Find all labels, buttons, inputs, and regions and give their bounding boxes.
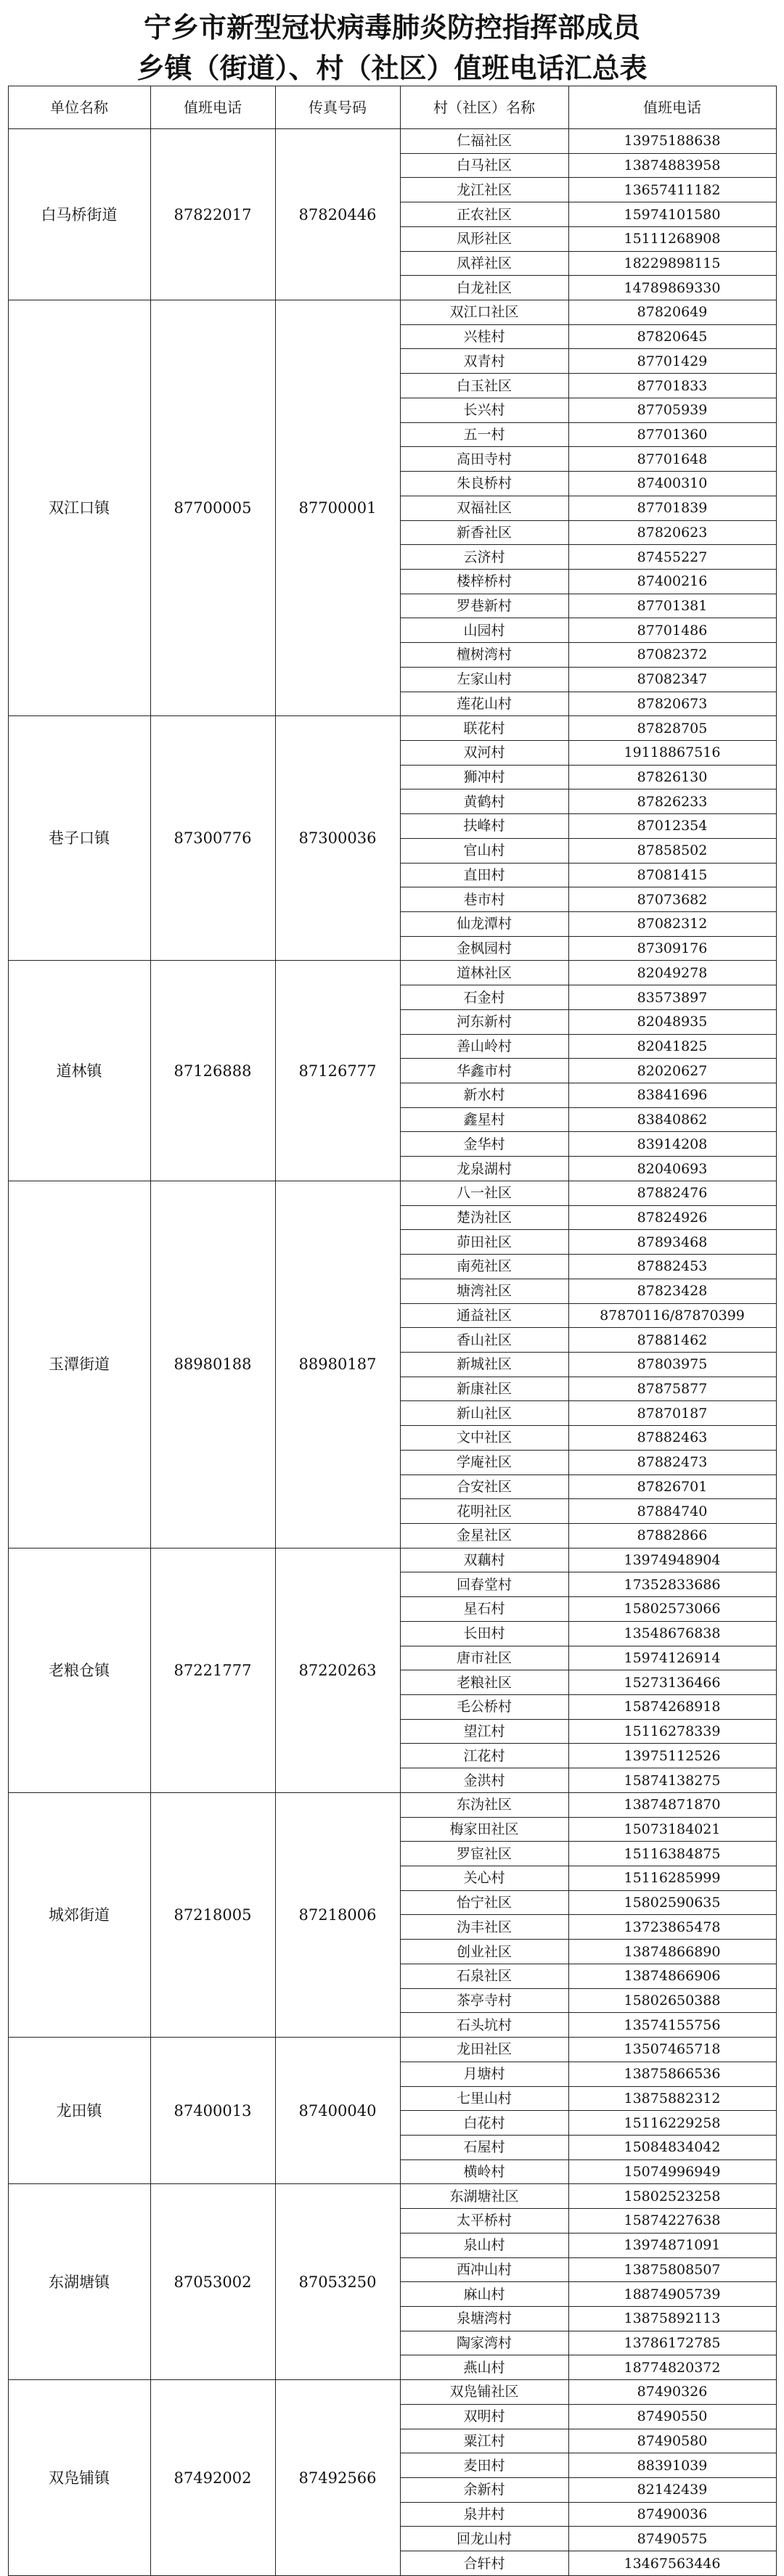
unit-name-cell: 白马桥街道 <box>8 129 150 300</box>
village-phone-cell: 13974871091 <box>568 2233 776 2257</box>
village-name-cell: 石屋村 <box>400 2135 568 2159</box>
village-name-cell: 双河村 <box>400 740 568 765</box>
unit-fax-cell: 88980187 <box>275 1181 400 1548</box>
village-name-cell: 南苑社区 <box>400 1255 568 1279</box>
village-phone-cell: 18774820372 <box>568 2355 776 2380</box>
unit-name-cell: 道林镇 <box>8 961 150 1181</box>
header-fax: 传真号码 <box>275 86 400 129</box>
village-name-cell: 横岭村 <box>400 2159 568 2184</box>
village-phone-cell: 87820623 <box>568 520 776 545</box>
village-phone-cell: 87400310 <box>568 472 776 496</box>
village-phone-cell: 15074996949 <box>568 2159 776 2184</box>
village-name-cell: 长田村 <box>400 1621 568 1646</box>
table-row <box>8 961 776 985</box>
village-name-cell: 石头坑村 <box>400 2013 568 2038</box>
village-name-cell: 罗宦社区 <box>400 1842 568 1866</box>
village-name-cell: 合轩村 <box>400 2551 568 2576</box>
header-village: 村（社区）名称 <box>400 86 568 129</box>
village-name-cell: 文中社区 <box>400 1426 568 1451</box>
village-phone-cell: 87824926 <box>568 1205 776 1230</box>
village-phone-cell: 87826130 <box>568 765 776 789</box>
village-phone-cell: 13874866890 <box>568 1940 776 1964</box>
duty-phone-table <box>8 86 777 2576</box>
village-name-cell: 西冲山村 <box>400 2257 568 2282</box>
village-name-cell: 河东新村 <box>400 1009 568 1034</box>
village-phone-cell: 15874227638 <box>568 2209 776 2234</box>
unit-duty-phone-cell: 87822017 <box>150 129 275 300</box>
header-unit: 单位名称 <box>8 86 150 129</box>
village-phone-cell: 13874866906 <box>568 1964 776 1988</box>
village-phone-cell: 87882473 <box>568 1450 776 1474</box>
unit-name-cell: 城郊街道 <box>8 1792 150 2037</box>
table-row <box>8 300 776 325</box>
village-phone-cell: 13574155756 <box>568 2013 776 2038</box>
village-name-cell: 莲花山村 <box>400 692 568 716</box>
village-name-cell: 合安社区 <box>400 1474 568 1499</box>
village-phone-cell: 87820645 <box>568 324 776 349</box>
village-name-cell: 仙龙潭村 <box>400 912 568 937</box>
village-name-cell: 华鑫市村 <box>400 1059 568 1083</box>
village-name-cell: 双青村 <box>400 349 568 374</box>
village-name-cell: 新香社区 <box>400 520 568 545</box>
village-name-cell: 石泉社区 <box>400 1964 568 1988</box>
village-phone-cell: 15116384875 <box>568 1842 776 1866</box>
unit-name-cell: 东湖塘镇 <box>8 2184 150 2380</box>
village-phone-cell: 15802650388 <box>568 1988 776 2013</box>
village-name-cell: 山园村 <box>400 618 568 643</box>
village-phone-cell: 87826701 <box>568 1474 776 1499</box>
village-name-cell: 香山社区 <box>400 1328 568 1353</box>
village-phone-cell: 15116278339 <box>568 1719 776 1744</box>
header-village-phone: 值班电话 <box>568 86 776 129</box>
village-phone-cell: 87081415 <box>568 863 776 887</box>
village-phone-cell: 87701833 <box>568 374 776 398</box>
village-phone-cell: 82020627 <box>568 1059 776 1083</box>
unit-fax-cell: 87492566 <box>275 2380 400 2576</box>
village-phone-cell: 87701839 <box>568 496 776 520</box>
village-phone-cell: 87882476 <box>568 1181 776 1205</box>
village-phone-cell: 19118867516 <box>568 740 776 765</box>
village-phone-cell: 15974101580 <box>568 202 776 227</box>
village-name-cell: 星石村 <box>400 1597 568 1622</box>
village-phone-cell: 87701360 <box>568 422 776 447</box>
village-name-cell: 白马社区 <box>400 153 568 178</box>
village-phone-cell: 87882453 <box>568 1255 776 1279</box>
village-name-cell: 金枫园村 <box>400 936 568 961</box>
village-phone-cell: 87490580 <box>568 2429 776 2453</box>
table-row <box>8 1792 776 1817</box>
village-phone-cell: 13875866536 <box>568 2062 776 2086</box>
village-phone-cell: 87893468 <box>568 1230 776 1255</box>
village-phone-cell: 87082312 <box>568 912 776 937</box>
village-name-cell: 七里山村 <box>400 2086 568 2111</box>
village-name-cell: 双福社区 <box>400 496 568 520</box>
village-phone-cell: 87870187 <box>568 1401 776 1426</box>
village-phone-cell: 83841696 <box>568 1083 776 1108</box>
header-row <box>8 86 776 129</box>
unit-name-cell: 龙田镇 <box>8 2038 150 2184</box>
village-phone-cell: 87858502 <box>568 838 776 863</box>
unit-name-cell: 老粮仓镇 <box>8 1548 150 1792</box>
village-name-cell: 仁福社区 <box>400 129 568 154</box>
village-phone-cell: 87701648 <box>568 447 776 472</box>
village-phone-cell: 87701381 <box>568 594 776 618</box>
village-name-cell: 花明社区 <box>400 1499 568 1524</box>
village-phone-cell: 15073184021 <box>568 1817 776 1842</box>
village-phone-cell: 87701429 <box>568 349 776 374</box>
village-name-cell: 回龙山村 <box>400 2527 568 2551</box>
village-name-cell: 五一村 <box>400 422 568 447</box>
village-name-cell: 扶峰村 <box>400 814 568 839</box>
village-phone-cell: 82142439 <box>568 2478 776 2503</box>
village-phone-cell: 87881462 <box>568 1328 776 1353</box>
village-name-cell: 联花村 <box>400 716 568 741</box>
village-phone-cell: 88391039 <box>568 2453 776 2478</box>
village-phone-cell: 82048935 <box>568 1009 776 1034</box>
village-phone-cell: 83573897 <box>568 985 776 1010</box>
village-phone-cell: 83914208 <box>568 1132 776 1157</box>
village-phone-cell: 13975112526 <box>568 1744 776 1768</box>
unit-duty-phone-cell: 87492002 <box>150 2380 275 2576</box>
village-phone-cell: 87705939 <box>568 398 776 422</box>
unit-fax-cell: 87700001 <box>275 300 400 716</box>
unit-name-cell: 双凫铺镇 <box>8 2380 150 2576</box>
village-phone-cell: 87455227 <box>568 545 776 570</box>
village-phone-cell: 15802523258 <box>568 2184 776 2209</box>
village-name-cell: 老粮社区 <box>400 1670 568 1695</box>
village-name-cell: 燕山村 <box>400 2355 568 2380</box>
village-name-cell: 长兴村 <box>400 398 568 422</box>
village-name-cell: 巷市村 <box>400 887 568 912</box>
village-name-cell: 左家山村 <box>400 667 568 692</box>
village-name-cell: 太平桥村 <box>400 2209 568 2234</box>
village-phone-cell: 87803975 <box>568 1352 776 1377</box>
village-name-cell: 高田寺村 <box>400 447 568 472</box>
village-name-cell: 楚沩社区 <box>400 1205 568 1230</box>
village-name-cell: 双明村 <box>400 2404 568 2429</box>
village-name-cell: 关心村 <box>400 1866 568 1891</box>
village-phone-cell: 13548676838 <box>568 1621 776 1646</box>
village-phone-cell: 13874883958 <box>568 153 776 178</box>
village-phone-cell: 87490550 <box>568 2404 776 2429</box>
village-phone-cell: 87490575 <box>568 2527 776 2551</box>
unit-duty-phone-cell: 87400013 <box>150 2038 275 2184</box>
table-row <box>8 2380 776 2405</box>
unit-duty-phone-cell: 87053002 <box>150 2184 275 2380</box>
village-phone-cell: 87826233 <box>568 789 776 814</box>
unit-duty-phone-cell: 87221777 <box>150 1548 275 1792</box>
village-name-cell: 云济村 <box>400 545 568 570</box>
village-phone-cell: 13507465718 <box>568 2038 776 2062</box>
village-name-cell: 泉塘湾村 <box>400 2306 568 2331</box>
unit-duty-phone-cell: 87700005 <box>150 300 275 716</box>
village-phone-cell: 82049278 <box>568 961 776 985</box>
village-name-cell: 龙江社区 <box>400 178 568 202</box>
village-phone-cell: 18229898115 <box>568 251 776 276</box>
village-phone-cell: 13875892113 <box>568 2306 776 2331</box>
unit-fax-cell: 87126777 <box>275 961 400 1181</box>
village-name-cell: 余新村 <box>400 2478 568 2503</box>
village-phone-cell: 15802590635 <box>568 1890 776 1915</box>
village-name-cell: 毛公桥村 <box>400 1695 568 1720</box>
unit-fax-cell: 87053250 <box>275 2184 400 2380</box>
village-name-cell: 塘湾社区 <box>400 1279 568 1303</box>
village-name-cell: 金华村 <box>400 1132 568 1157</box>
village-phone-cell: 87820673 <box>568 692 776 716</box>
village-phone-cell: 15874138275 <box>568 1768 776 1793</box>
village-name-cell: 学庵社区 <box>400 1450 568 1474</box>
village-name-cell: 新城社区 <box>400 1352 568 1377</box>
village-name-cell: 正农社区 <box>400 202 568 227</box>
village-phone-cell: 87884740 <box>568 1499 776 1524</box>
village-phone-cell: 13786172785 <box>568 2331 776 2355</box>
village-phone-cell: 87820649 <box>568 300 776 325</box>
village-phone-cell: 13874871870 <box>568 1792 776 1817</box>
village-name-cell: 八一社区 <box>400 1181 568 1205</box>
village-name-cell: 江花村 <box>400 1744 568 1768</box>
village-phone-cell: 87875877 <box>568 1377 776 1401</box>
village-phone-cell: 15111268908 <box>568 226 776 251</box>
village-phone-cell: 15974126914 <box>568 1646 776 1670</box>
unit-name-cell: 玉潭街道 <box>8 1181 150 1548</box>
village-phone-cell: 87082372 <box>568 643 776 668</box>
village-name-cell: 双藕村 <box>400 1548 568 1572</box>
village-phone-cell: 15802573066 <box>568 1597 776 1622</box>
village-name-cell: 陶家湾村 <box>400 2331 568 2355</box>
unit-duty-phone-cell: 88980188 <box>150 1181 275 1548</box>
unit-fax-cell: 87220263 <box>275 1548 400 1792</box>
village-name-cell: 麻山村 <box>400 2282 568 2307</box>
village-phone-cell: 87870116/87870399 <box>568 1303 776 1328</box>
village-name-cell: 月塘村 <box>400 2062 568 2086</box>
table-row <box>8 716 776 741</box>
village-name-cell: 梅家田社区 <box>400 1817 568 1842</box>
village-phone-cell: 87701486 <box>568 618 776 643</box>
village-phone-cell: 17352833686 <box>568 1572 776 1597</box>
village-name-cell: 龙田社区 <box>400 2038 568 2062</box>
table-row <box>8 2038 776 2062</box>
village-name-cell: 白花村 <box>400 2111 568 2136</box>
unit-fax-cell: 87820446 <box>275 129 400 300</box>
table-row <box>8 1548 776 1572</box>
village-name-cell: 新山社区 <box>400 1401 568 1426</box>
village-name-cell: 金洪村 <box>400 1768 568 1793</box>
village-phone-cell: 13467563446 <box>568 2551 776 2576</box>
village-name-cell: 回春堂村 <box>400 1572 568 1597</box>
village-phone-cell: 82041825 <box>568 1034 776 1059</box>
unit-name-cell: 巷子口镇 <box>8 716 150 961</box>
village-name-cell: 创业社区 <box>400 1940 568 1964</box>
village-name-cell: 善山岭村 <box>400 1034 568 1059</box>
village-phone-cell: 87073682 <box>568 887 776 912</box>
village-name-cell: 望江村 <box>400 1719 568 1744</box>
village-name-cell: 朱良桥村 <box>400 472 568 496</box>
village-phone-cell: 14789869330 <box>568 276 776 300</box>
village-name-cell: 龙泉湖村 <box>400 1157 568 1181</box>
village-name-cell: 双凫铺社区 <box>400 2380 568 2405</box>
village-phone-cell: 82040693 <box>568 1157 776 1181</box>
village-name-cell: 东沩社区 <box>400 1792 568 1817</box>
document-title <box>7 0 777 86</box>
village-name-cell: 唐市社区 <box>400 1646 568 1670</box>
village-name-cell: 楼梓桥村 <box>400 569 568 594</box>
table-row <box>8 129 776 154</box>
village-name-cell: 兴桂村 <box>400 324 568 349</box>
village-name-cell: 凤祥社区 <box>400 251 568 276</box>
village-phone-cell: 13875882312 <box>568 2086 776 2111</box>
village-name-cell: 麦田村 <box>400 2453 568 2478</box>
village-name-cell: 茶亭寺村 <box>400 1988 568 2013</box>
village-phone-cell: 13657411182 <box>568 178 776 202</box>
village-phone-cell: 87882463 <box>568 1426 776 1451</box>
village-name-cell: 檀树湾村 <box>400 643 568 668</box>
unit-fax-cell: 87300036 <box>275 716 400 961</box>
village-name-cell: 东湖塘社区 <box>400 2184 568 2209</box>
village-name-cell: 石金村 <box>400 985 568 1010</box>
unit-duty-phone-cell: 87218005 <box>150 1792 275 2037</box>
title-line-2: 乡镇（街道）、村（社区）值班电话汇总表 <box>136 52 648 84</box>
village-phone-cell: 87490326 <box>568 2380 776 2405</box>
village-phone-cell: 87309176 <box>568 936 776 961</box>
unit-duty-phone-cell: 87126888 <box>150 961 275 1181</box>
village-name-cell: 直田村 <box>400 863 568 887</box>
unit-fax-cell: 87400040 <box>275 2038 400 2184</box>
village-phone-cell: 15116229258 <box>568 2111 776 2136</box>
village-phone-cell: 15084834042 <box>568 2135 776 2159</box>
village-name-cell: 白龙社区 <box>400 276 568 300</box>
village-phone-cell: 13875808507 <box>568 2257 776 2282</box>
village-phone-cell: 13974948904 <box>568 1548 776 1572</box>
header-duty-phone: 值班电话 <box>150 86 275 129</box>
village-name-cell: 新康社区 <box>400 1377 568 1401</box>
village-name-cell: 泉山村 <box>400 2233 568 2257</box>
village-phone-cell: 18874905739 <box>568 2282 776 2307</box>
village-name-cell: 凤形社区 <box>400 226 568 251</box>
village-phone-cell: 87490036 <box>568 2502 776 2527</box>
village-phone-cell: 87823428 <box>568 1279 776 1303</box>
village-name-cell: 沩丰社区 <box>400 1915 568 1940</box>
village-phone-cell: 13975188638 <box>568 129 776 154</box>
unit-duty-phone-cell: 87300776 <box>150 716 275 961</box>
village-name-cell: 金星社区 <box>400 1523 568 1548</box>
village-phone-cell: 83840862 <box>568 1107 776 1132</box>
village-name-cell: 通益社区 <box>400 1303 568 1328</box>
village-name-cell: 粟江村 <box>400 2429 568 2453</box>
village-phone-cell: 15116285999 <box>568 1866 776 1891</box>
village-name-cell: 茆田社区 <box>400 1230 568 1255</box>
title-line-1: 宁乡市新型冠状病毒肺炎防控指挥部成员 <box>143 11 640 44</box>
village-phone-cell: 87882866 <box>568 1523 776 1548</box>
village-phone-cell: 13723865478 <box>568 1915 776 1940</box>
village-name-cell: 怡宁社区 <box>400 1890 568 1915</box>
unit-name-cell: 双江口镇 <box>8 300 150 716</box>
village-phone-cell: 87082347 <box>568 667 776 692</box>
village-name-cell: 道林社区 <box>400 961 568 985</box>
unit-fax-cell: 87218006 <box>275 1792 400 2037</box>
village-phone-cell: 87828705 <box>568 716 776 741</box>
village-phone-cell: 87012354 <box>568 814 776 839</box>
village-phone-cell: 15874268918 <box>568 1695 776 1720</box>
village-name-cell: 狮冲村 <box>400 765 568 789</box>
village-name-cell: 白玉社区 <box>400 374 568 398</box>
village-name-cell: 新水村 <box>400 1083 568 1108</box>
table-body <box>8 129 776 2576</box>
village-name-cell: 官山村 <box>400 838 568 863</box>
village-phone-cell: 15273136466 <box>568 1670 776 1695</box>
village-name-cell: 双江口社区 <box>400 300 568 325</box>
village-name-cell: 鑫星村 <box>400 1107 568 1132</box>
table-row <box>8 2184 776 2209</box>
village-name-cell: 泉井村 <box>400 2502 568 2527</box>
village-name-cell: 罗巷新村 <box>400 594 568 618</box>
village-phone-cell: 87400216 <box>568 569 776 594</box>
village-name-cell: 黄鹤村 <box>400 789 568 814</box>
table-row <box>8 1181 776 1205</box>
